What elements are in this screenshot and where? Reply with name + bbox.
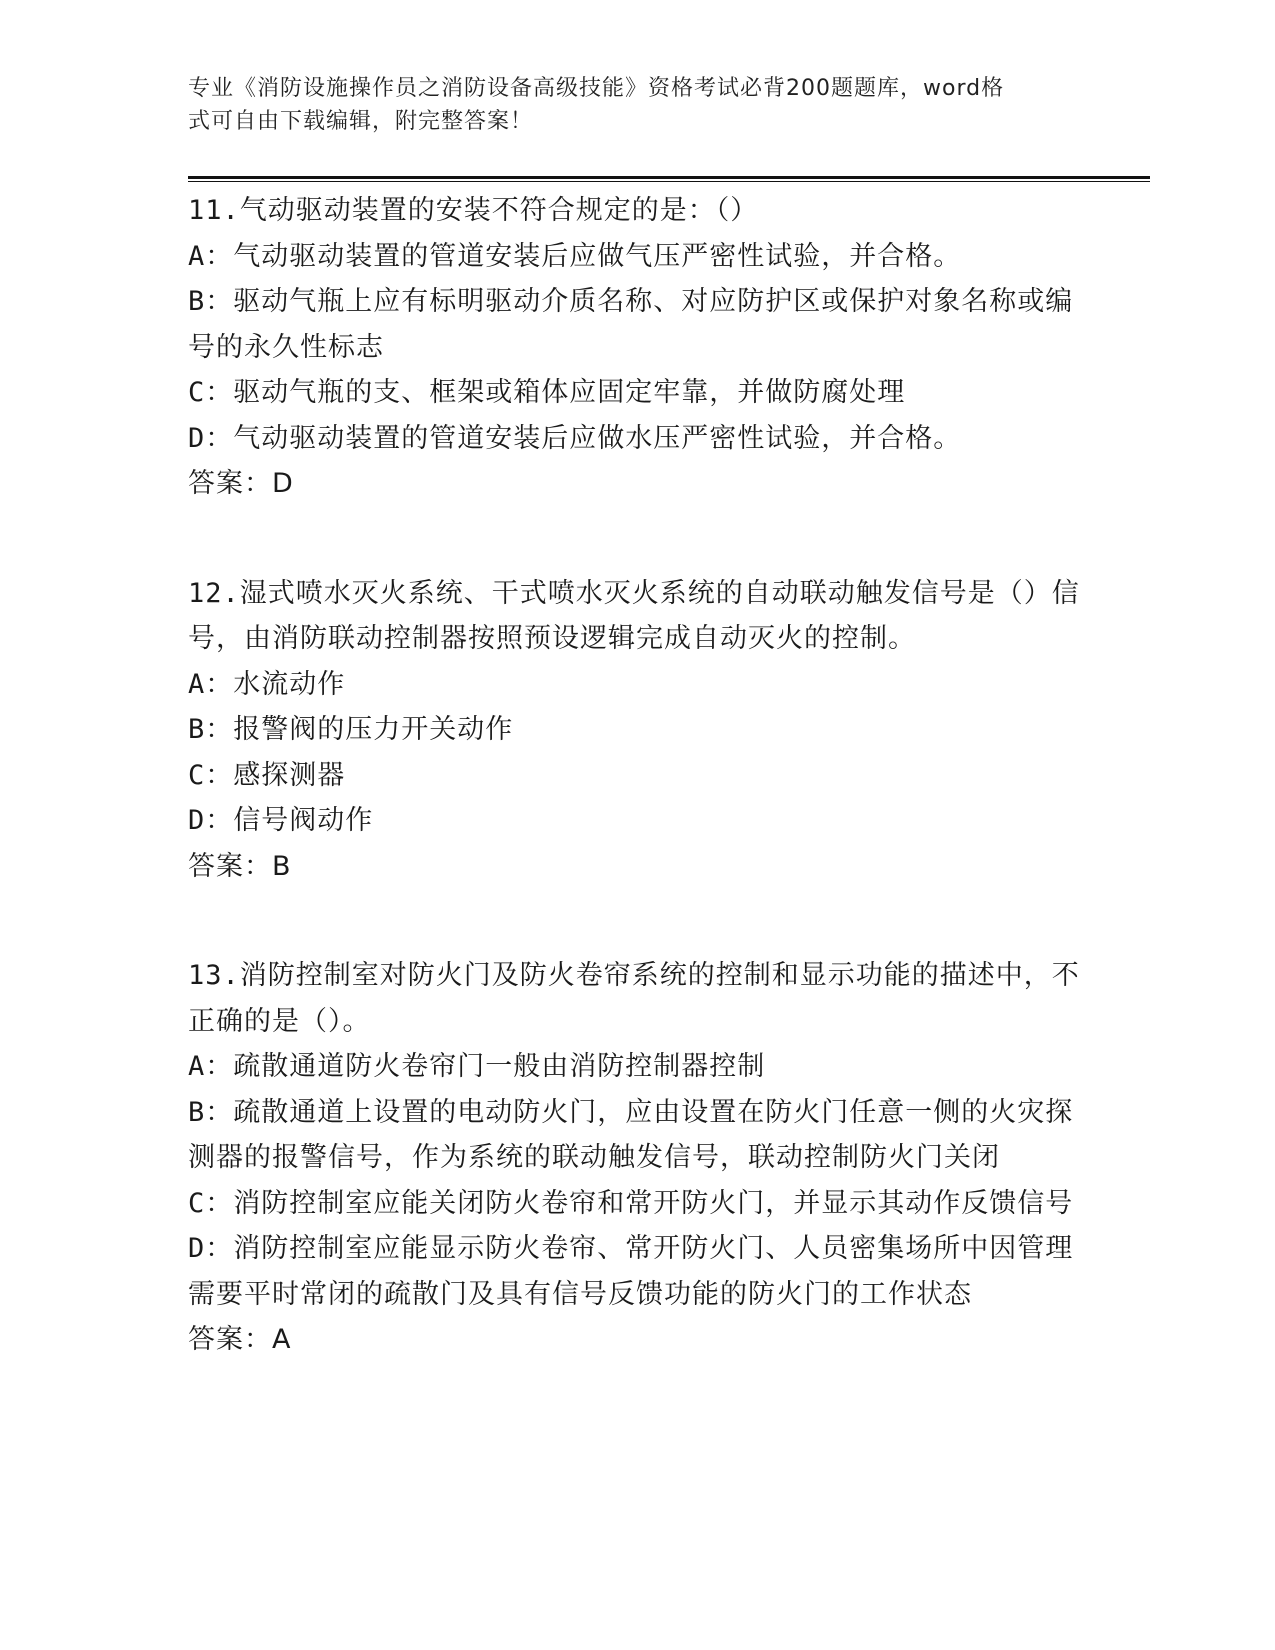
option-a: A：疏散通道防火卷帘门一般由消防控制器控制 <box>188 1051 766 1082</box>
option-d: D：气动驱动装置的管道安装后应做水压严密性试验，并合格。 <box>188 422 962 454</box>
header-line-2: 式可自由下载编辑，附完整答案！ <box>188 109 534 134</box>
document-header <box>188 72 1068 138</box>
answer-label: 答案：B <box>188 850 292 882</box>
option-c: C：驱动气瓶的支、框架或箱体应固定牢靠，并做防腐处理 <box>188 377 906 408</box>
question-11 <box>188 188 1088 507</box>
header-divider-thick <box>188 176 1150 179</box>
option-a: A：水流动作 <box>188 668 346 700</box>
question-13 <box>188 953 1088 1363</box>
header-divider-thin <box>188 181 1150 182</box>
answer-label: 答案：D <box>188 468 294 499</box>
answer-label: 答案：A <box>188 1324 292 1355</box>
question-stem: 11.气动驱动装置的安装不符合规定的是：（） <box>188 195 759 226</box>
question-stem: 13.消防控制室对防火门及防火卷帘系统的控制和显示功能的描述中，不正确的是（）。 <box>188 960 1080 1037</box>
question-12 <box>188 571 1088 890</box>
option-b: B：报警阀的压力开关动作 <box>188 714 514 745</box>
question-stem: 12.湿式喷水灭火系统、干式喷水灭火系统的自动联动触发信号是（）信号，由消防联动控制器按照预设逻辑完成自动灭火的控制。 <box>188 577 1080 654</box>
option-d: D：信号阀动作 <box>188 805 374 836</box>
option-b: B：疏散通道上设置的电动防火门，应由设置在防火门任意一侧的火灾探测器的报警信号，作为系统的联动触发信号，联动控制防火门关闭 <box>188 1096 1074 1173</box>
option-b: B：驱动气瓶上应有标明驱动介质名称、对应防护区或保护对象名称或编号的永久性标志 <box>188 286 1074 363</box>
header-line-1: 专业《消防设施操作员之消防设备高级技能》资格考试必背200题题库，word格 <box>188 76 1005 101</box>
question-list <box>188 188 1088 1427</box>
option-a: A：气动驱动装置的管道安装后应做气压严密性试验，并合格。 <box>188 240 962 272</box>
option-c: C：感探测器 <box>188 759 346 791</box>
option-d: D：消防控制室应能显示防火卷帘、常开防火门、人员密集场所中因管理需要平时常闭的疏散门及具有信号反馈功能的防火门的工作状态 <box>188 1233 1074 1310</box>
option-c: C：消防控制室应能关闭防火卷帘和常开防火门，并显示其动作反馈信号 <box>188 1187 1074 1219</box>
